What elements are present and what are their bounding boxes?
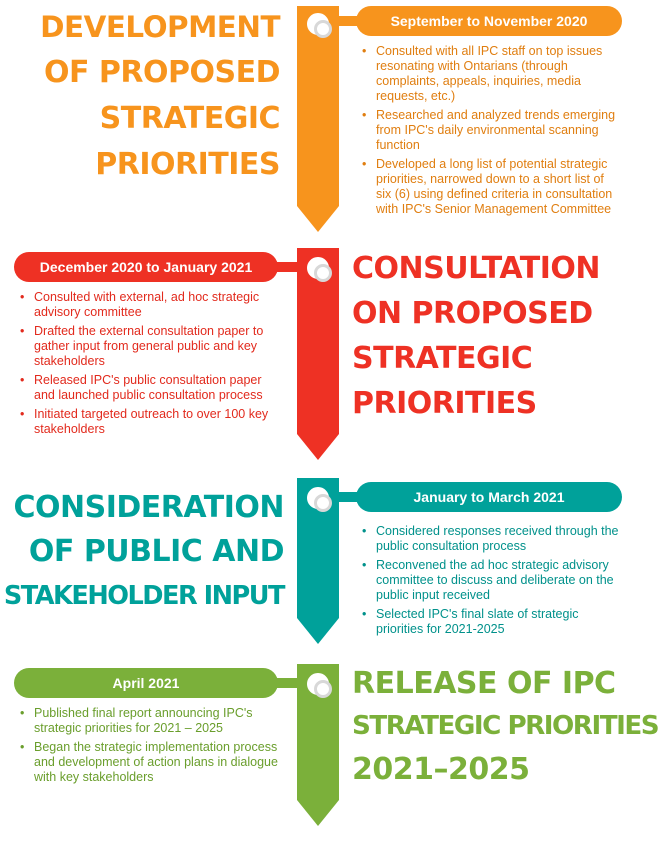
stage-1-title (40, 4, 280, 188)
stage-4-node (302, 668, 334, 700)
list-item: • Considered responses received through the public consultation process (362, 524, 624, 554)
stage-2-node (302, 252, 334, 284)
stage-1-bullets (362, 44, 622, 221)
stage-3-title-line: CONSIDERATION (13, 490, 284, 525)
list-item: • Published final report announcing IPC's strategic priorities for 2021 – 2025 (20, 706, 284, 736)
stage-2-title (352, 246, 652, 426)
stage-3-title-line: OF PUBLIC AND (28, 534, 284, 569)
stage-4-period: April 2021 (14, 668, 278, 698)
stage-1-period: September to November 2020 (356, 6, 622, 36)
stage-1-title-line: OF PROPOSED (43, 55, 280, 90)
list-item: • Consulted with all IPC staff on top issues resonating with Ontarians (through complaints, appeals, inquiries, media requests, etc.) (362, 44, 622, 104)
list-item: • Consulted with external, ad hoc strategic advisory committee (20, 290, 282, 320)
stage-4-bullets (20, 706, 284, 789)
stage-3-bullets (362, 524, 624, 641)
stage-3-node (302, 482, 334, 514)
list-item: • Developed a long list of potential strategic priorities, narrowed down to a short list of six (6) using defined criteria in consultation with IPC's Senior Management Committee (362, 157, 622, 217)
stage-2-period: December 2020 to January 2021 (14, 252, 278, 282)
stage-4-title-line: STRATEGIC PRIORITIES (352, 711, 659, 741)
stage-1-title-line: STRATEGIC (99, 101, 280, 136)
list-item: • Initiated targeted outreach to over 100 key stakeholders (20, 407, 282, 437)
stage-3-title-line: STAKEHOLDER INPUT (3, 581, 284, 611)
stage-2-bullets (20, 290, 282, 441)
stage-2-title-line: STRATEGIC (352, 341, 533, 376)
stage-2-title-line: ON PROPOSED (352, 296, 593, 331)
stage-3-title (0, 486, 284, 618)
list-item: • Researched and analyzed trends emerging from IPC's daily environmental scanning function (362, 108, 622, 153)
stage-3-period: January to March 2021 (356, 482, 622, 512)
list-item: • Selected IPC's final slate of strategic priorities for 2021-2025 (362, 607, 624, 637)
stage-4-title-line: RELEASE OF IPC (352, 666, 616, 701)
stage-1-node (302, 8, 334, 40)
list-item: • Released IPC's public consultation paper and launched public consultation process (20, 373, 282, 403)
stage-1-title-line: PRIORITIES (95, 147, 280, 182)
list-item: • Reconvened the ad hoc strategic advisory committee to discuss and deliberate on the public input received (362, 558, 624, 603)
stage-4-title (352, 662, 662, 791)
list-item: • Drafted the external consultation paper to gather input from general public and key stakeholders (20, 324, 282, 369)
stage-2-title-line: CONSULTATION (352, 251, 601, 286)
stage-1-title-line: DEVELOPMENT (40, 10, 280, 44)
stage-4-title-line: 2021–2025 (352, 752, 530, 787)
list-item: • Began the strategic implementation process and development of action plans in dialogue with key stakeholders (20, 740, 284, 785)
stage-2-title-line: PRIORITIES (352, 386, 537, 421)
